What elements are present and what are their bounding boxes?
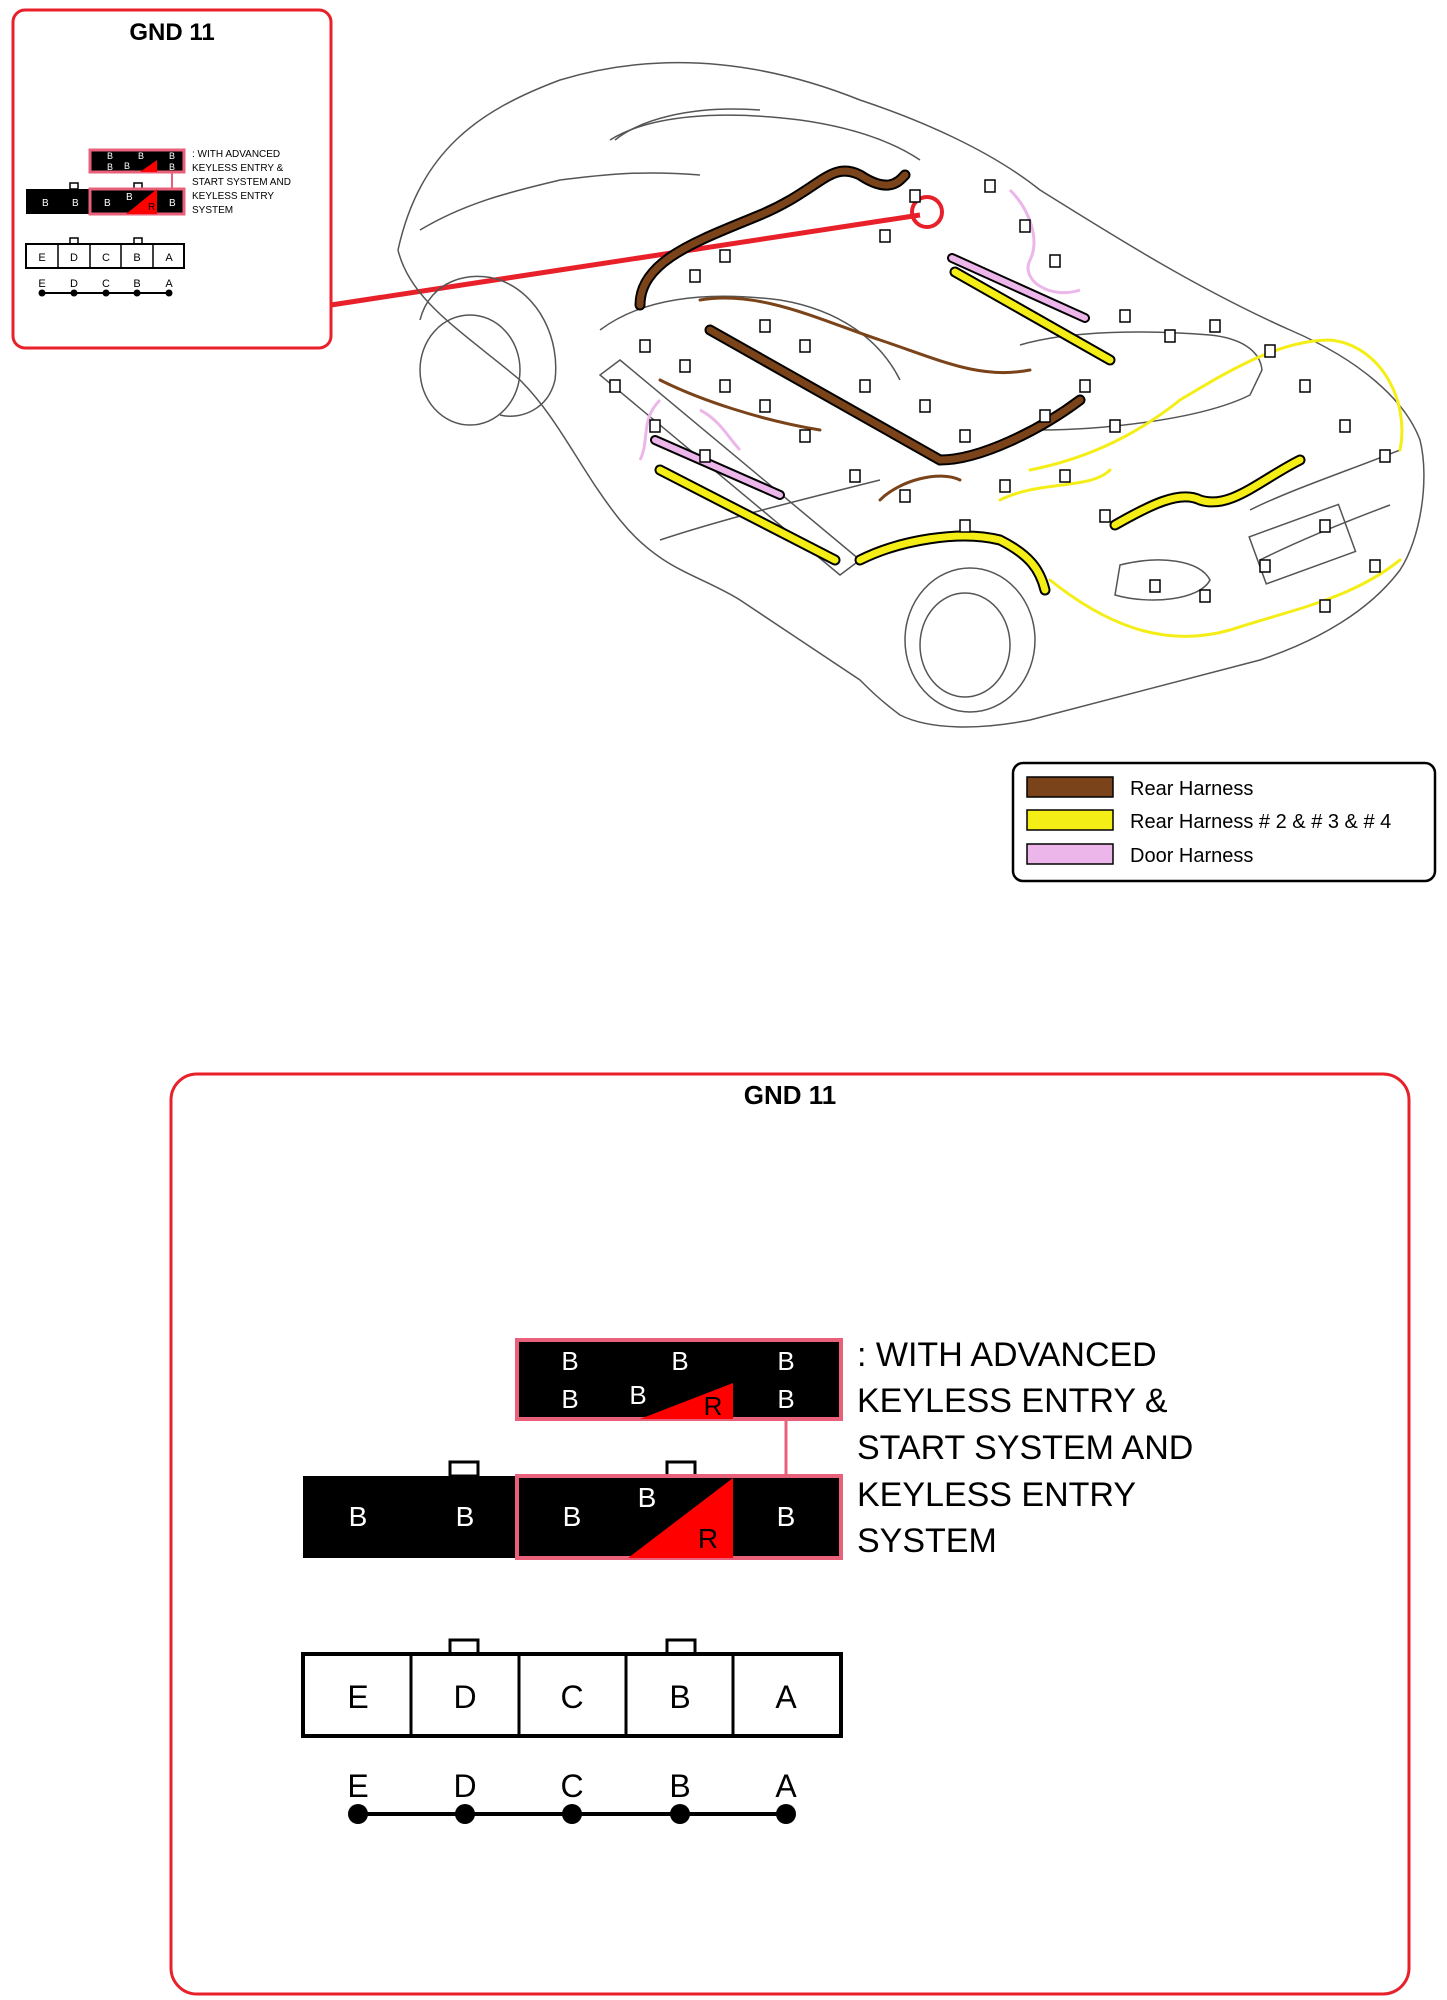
note-line: KEYLESS ENTRY [857,1476,1137,1514]
optional-pin: B [777,1384,795,1414]
inset-main-pin: B [72,198,79,209]
inset-opt-pin: B [138,151,145,161]
terminal-label: C [560,1768,584,1804]
legend-swatch-door-harness [1027,844,1113,864]
inset-opt-pin: B [169,162,176,172]
detail-title: GND 11 [743,1080,837,1110]
legend-swatch-rear-harness-2-3-4 [1027,810,1113,830]
terminal-face [303,1640,841,1736]
face-pin: B [669,1679,691,1715]
terminal-label: D [453,1768,477,1804]
door-harness-bars [655,258,1085,495]
main-pin: B [562,1501,582,1532]
legend [1013,763,1435,881]
terminal-node [562,1804,582,1824]
main-pin: B [455,1501,475,1532]
main-pin: B [348,1501,368,1532]
terminal-label: E [347,1768,369,1804]
note-line: KEYLESS ENTRY & [857,1382,1168,1420]
optional-connector [517,1340,841,1421]
inset-terminal-label: D [70,278,78,290]
optional-pin: B [777,1346,795,1376]
inset-main-pin: R [148,202,156,213]
note-line: SYSTEM [857,1522,997,1560]
terminal-label: A [775,1768,797,1804]
terminal-label: B [669,1768,691,1804]
inset-terminal-label: A [165,278,173,290]
inset-terminal-label: E [38,278,46,290]
inset-opt-pin: B [107,162,114,172]
inset-main-pin: B [126,192,133,203]
terminal-bus [347,1768,797,1824]
legend-label: Rear Harness # 2 & # 3 & # 4 [1130,811,1392,833]
rear-harness-2-3-4-wires [660,272,1402,636]
inset-main-pin: B [104,198,111,209]
inset-note-line: : WITH ADVANCED [192,149,281,160]
car-illustration [398,63,1424,727]
note-line: START SYSTEM AND [857,1429,1194,1467]
terminal-node [455,1804,475,1824]
inset-face-pin: E [38,252,46,264]
face-pin: D [453,1679,477,1715]
terminal-node [348,1804,368,1824]
inset-face-pin: B [133,252,141,264]
inset-face-pin: D [70,252,78,264]
inset-face-pin: A [165,252,173,264]
inset-terminal-label: C [102,278,110,290]
face-pin: A [775,1679,797,1715]
inset-title: GND 11 [129,19,215,46]
inset-opt-pin: B [169,151,176,161]
main-pin: B [776,1501,796,1532]
inset-main-pin: B [169,198,176,209]
optional-pin: B [561,1384,579,1414]
connector-note [857,1336,1193,1560]
inset-terminal-label: B [133,278,141,290]
terminal-node [776,1804,796,1824]
terminal-node [670,1804,690,1824]
legend-swatch-rear-harness [1027,777,1113,797]
inset-note-line: START SYSTEM AND [192,177,291,188]
note-line: : WITH ADVANCED [857,1336,1157,1374]
inset-face-pin: C [102,252,110,264]
optional-pin: B [561,1346,579,1376]
main-pin: B [637,1482,657,1513]
optional-pin: B [629,1380,647,1410]
inset-callout [13,10,331,348]
inset-main-pin: B [42,198,49,209]
inset-opt-pin: B [124,161,131,171]
legend-label: Rear Harness [1130,778,1254,800]
inset-opt-pin: B [107,151,114,161]
inset-note-line: SYSTEM [192,205,234,216]
face-pin: E [347,1679,369,1715]
face-pin: C [560,1679,584,1715]
main-connector [303,1462,841,1558]
optional-pin: R [703,1391,723,1421]
legend-label: Door Harness [1130,845,1254,867]
inset-note-line: KEYLESS ENTRY [192,191,275,202]
detail-panel [171,1074,1409,1994]
optional-pin: B [671,1346,689,1376]
main-pin: R [697,1523,719,1554]
inset-note-line: KEYLESS ENTRY & [192,163,284,174]
